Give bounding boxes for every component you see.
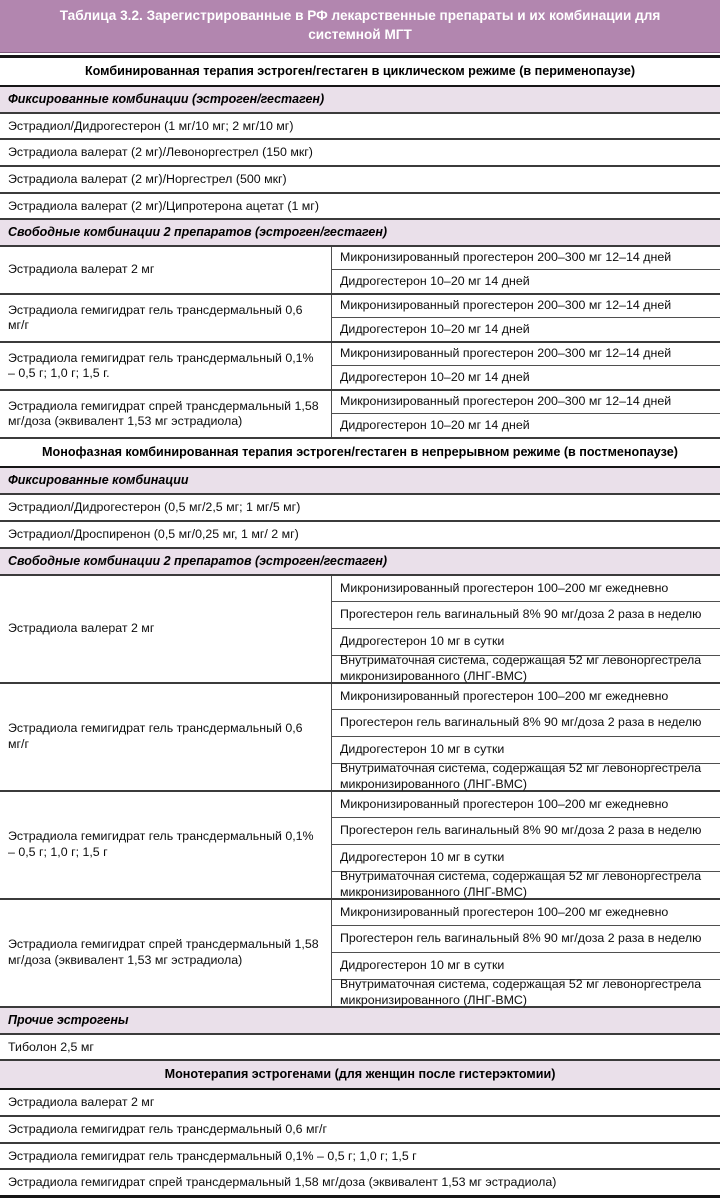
gestagen-cell: Микронизированный прогестерон 200–300 мг 12–14 дней: [332, 391, 720, 414]
gestagen-list: [332, 792, 720, 898]
drug-row: Эстрадиола валерат (2 мг)/Ципротерона ацетат (1 мг): [0, 194, 720, 221]
drug-row: Эстрадиола гемигидрат гель трансдермальный 0,6 мг/г: [0, 1117, 720, 1144]
gestagen-cell: Микронизированный прогестерон 100–200 мг ежедневно: [332, 576, 720, 603]
gestagen-cell: Микронизированный прогестерон 100–200 мг ежедневно: [332, 684, 720, 711]
section-header: Комбинированная терапия эстроген/гестаген в циклическом режиме (в перименопаузе): [0, 58, 720, 87]
drug-combination-group: [0, 900, 720, 1008]
table-title-bar: [0, 0, 720, 53]
estrogen-cell: Эстрадиола валерат 2 мг: [0, 576, 332, 682]
gestagen-cell: Дидрогестерон 10 мг в сутки: [332, 845, 720, 872]
drug-row: Эстрадиол/Дроспиренон (0,5 мг/0,25 мг, 1 мг/ 2 мг): [0, 522, 720, 549]
estrogen-cell: Эстрадиола гемигидрат спрей трансдермальный 1,58 мг/доза (эквивалент 1,53 мг эстрадиола): [0, 900, 332, 1006]
drug-row: Эстрадиола гемигидрат спрей трансдермальный 1,58 мг/доза (эквивалент 1,53 мг эстрадиола): [0, 1170, 720, 1198]
gestagen-cell: Микронизированный прогестерон 100–200 мг ежедневно: [332, 792, 720, 819]
gestagen-cell: Дидрогестерон 10–20 мг 14 дней: [340, 417, 530, 432]
drug-row: Эстрадиол/Дидрогестерон (1 мг/10 мг; 2 мг/10 мг): [0, 114, 720, 141]
drug-combination-group: [0, 576, 720, 684]
gestagen-cell: Прогестерон гель вагинальный 8% 90 мг/доза 2 раза в неделю: [332, 710, 720, 737]
drug-table: [0, 58, 720, 1198]
gestagen-cell: Прогестерон гель вагинальный 8% 90 мг/доза 2 раза в неделю: [332, 818, 720, 845]
subsection-band: Свободные комбинации 2 препаратов (эстроген/гестаген): [0, 220, 720, 247]
section-header: Монотерапия эстрогенами (для женщин после гистерэктомии): [0, 1061, 720, 1090]
drug-row: Тиболон 2,5 мг: [0, 1035, 720, 1062]
gestagen-cell: Дидрогестерон 10 мг в сутки: [332, 953, 720, 980]
gestagen-list: [332, 391, 720, 437]
gestagen-cell: Внутриматочная система, содержащая 52 мг левоноргестрела микронизированного (ЛНГ-ВМС): [340, 653, 702, 683]
gestagen-list: [332, 576, 720, 682]
drug-combination-group: [0, 295, 720, 343]
gestagen-cell: Прогестерон гель вагинальный 8% 90 мг/доза 2 раза в неделю: [332, 602, 720, 629]
gestagen-cell: Микронизированный прогестерон 200–300 мг 12–14 дней: [332, 295, 720, 318]
gestagen-list: [332, 247, 720, 293]
drug-combination-group: [0, 391, 720, 439]
gestagen-cell: Внутриматочная система, содержащая 52 мг левоноргестрела микронизированного (ЛНГ-ВМС): [340, 977, 702, 1007]
drug-row: Эстрадиола гемигидрат гель трансдермальный 0,1% – 0,5 г; 1,0 г; 1,5 г: [0, 1144, 720, 1171]
drug-combination-group: [0, 792, 720, 900]
gestagen-cell: Дидрогестерон 10 мг в сутки: [332, 737, 720, 764]
estrogen-cell: Эстрадиола гемигидрат гель трансдермальный 0,6 мг/г: [0, 684, 332, 790]
gestagen-cell: Дидрогестерон 10–20 мг 14 дней: [340, 273, 530, 288]
gestagen-cell: Дидрогестерон 10–20 мг 14 дней: [340, 369, 530, 384]
table-section: [0, 58, 720, 440]
estrogen-cell: Эстрадиола гемигидрат гель трансдермальный 0,6 мг/г: [0, 295, 332, 341]
gestagen-list: [332, 343, 720, 389]
gestagen-list: [332, 295, 720, 341]
drug-combination-group: [0, 247, 720, 295]
subsection-band: Свободные комбинации 2 препаратов (эстроген/гестаген): [0, 549, 720, 576]
table-title: Таблица 3.2. Зарегистрированные в РФ лекарственные препараты и их комбинации для системной МГТ: [59, 8, 661, 43]
gestagen-cell: Дидрогестерон 10–20 мг 14 дней: [340, 321, 530, 336]
estrogen-cell: Эстрадиола гемигидрат гель трансдермальный 0,1% – 0,5 г; 1,0 г; 1,5 г: [0, 792, 332, 898]
drug-row: Эстрадиола валерат (2 мг)/Левоноргестрел (150 мкг): [0, 140, 720, 167]
estrogen-cell: Эстрадиола гемигидрат спрей трансдермальный 1,58 мг/доза (эквивалент 1,53 мг эстрадиола): [0, 391, 332, 437]
section-header: Монофазная комбинированная терапия эстроген/гестаген в непрерывном режиме (в постменопаузе): [0, 439, 720, 468]
estrogen-cell: Эстрадиола гемигидрат гель трансдермальный 0,1% – 0,5 г; 1,0 г; 1,5 г.: [0, 343, 332, 389]
gestagen-cell: Микронизированный прогестерон 100–200 мг ежедневно: [332, 900, 720, 927]
gestagen-list: [332, 684, 720, 790]
subsection-band: Фиксированные комбинации (эстроген/гестаген): [0, 87, 720, 114]
table-section: [0, 439, 720, 1061]
gestagen-cell: Внутриматочная система, содержащая 52 мг левоноргестрела микронизированного (ЛНГ-ВМС): [340, 869, 702, 899]
drug-combination-group: [0, 684, 720, 792]
gestagen-cell: Микронизированный прогестерон 200–300 мг 12–14 дней: [332, 247, 720, 270]
gestagen-cell: Микронизированный прогестерон 200–300 мг 12–14 дней: [332, 343, 720, 366]
drug-row: Эстрадиол/Дидрогестерон (0,5 мг/2,5 мг; 1 мг/5 мг): [0, 495, 720, 522]
subsection-band: Прочие эстрогены: [0, 1008, 720, 1035]
gestagen-list: [332, 900, 720, 1006]
drug-row: Эстрадиола валерат 2 мг: [0, 1090, 720, 1117]
estrogen-cell: Эстрадиола валерат 2 мг: [0, 247, 332, 293]
drug-row: Эстрадиола валерат (2 мг)/Норгестрел (500 мкг): [0, 167, 720, 194]
table-section: [0, 1061, 720, 1198]
gestagen-cell: Внутриматочная система, содержащая 52 мг левоноргестрела микронизированного (ЛНГ-ВМС): [340, 761, 702, 791]
gestagen-cell: Прогестерон гель вагинальный 8% 90 мг/доза 2 раза в неделю: [332, 926, 720, 953]
drug-combination-group: [0, 343, 720, 391]
subsection-band: Фиксированные комбинации: [0, 468, 720, 495]
gestagen-cell: Дидрогестерон 10 мг в сутки: [332, 629, 720, 656]
